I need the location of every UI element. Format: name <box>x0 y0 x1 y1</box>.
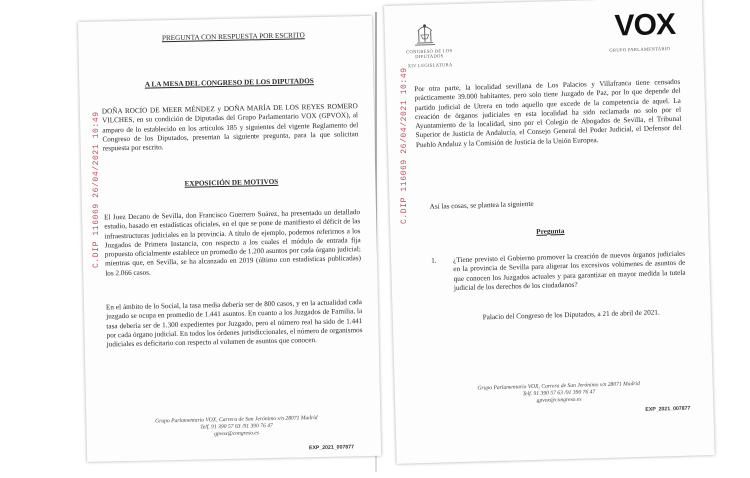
expedient-code-right: EXP_2021_007877 <box>645 405 691 413</box>
footer-line-3: gpvox@congreso.es <box>214 430 260 438</box>
footer-line-1: Grupo Parlamentario VOX, Carrera de San Jerónimo s/n 28071 Madrid <box>155 415 318 425</box>
transition-text: Así las cosas, se plantea la siguiente <box>429 199 534 211</box>
legislature-label: XIV LEGISLATURA <box>407 62 453 69</box>
expedient-code: EXP_2021_007877 <box>308 444 355 452</box>
footer-line-3: gpvox@congreso.es <box>536 396 582 404</box>
question-number: 1. <box>431 256 437 265</box>
registry-stamp-right: C.DIP 116069 26/04/2021 10:49 <box>400 67 409 224</box>
section-title: EXPOSICIÓN DE MOTIVOS <box>184 177 279 188</box>
document-page-left <box>78 16 381 462</box>
document-page-right <box>384 0 715 464</box>
addressee-heading: A LA MESA DEL CONGRESO DE LOS DIPUTADOS <box>144 77 314 89</box>
congress-crest-icon <box>410 20 439 47</box>
footer-address-right <box>439 380 679 408</box>
document-heading: PREGUNTA CON RESPUESTA POR ESCRITO <box>161 31 305 43</box>
vox-logo: VOX <box>614 7 676 43</box>
footer-line-1: Grupo Parlamentario VOX, Carrera de San Jerónimo s/n 28071 Madrid <box>477 381 640 392</box>
intro-paragraph: DOÑA ROCÍO DE MEER MÉNDEZ y DOÑA MARÍA DE LOS REYES ROMERO VILCHES, en su condición de Diputadas del Grupo Parlamentario VOX (GPVOX), al amparo de lo establecido en los artículos 185 y siguientes del vigente Reglamento del Congreso de los Diputados, presentan la siguiente pregunta, para la que solicitan respuesta por escrito. <box>101 102 359 153</box>
footer-line-2: Telf. 91 390 57 63 /91 390 76 47 <box>200 423 273 431</box>
paragraph-3: Por otra parte, la localidad sevillana de Los Palacios y Villafranca tiene censados prácticamente 39.000 habitantes, pero solo tiene Juzgado de Paz, por lo que depende del partido judicial de Utrera en todo aquello que excede de la competencia de aquel. La creación de órganos judiciales en esta localidad ha sido reclamada no solo por el Ayuntamiento de la localidad, sino por el Colegio de Abogados de Sevilla, el Tribunal Superior de Justicia de Andalucía, el Consejo General del Poder Judicial, el Defensor del Pueblo Andaluz y la Comisión de Justicia de la Unión Europea. <box>414 77 682 149</box>
question-text: ¿Tiene previsto el Gobierno promover la creación de nuevos órganos judiciales en la provincia de Sevilla para aligerar los excesivos volúmenes de asuntos de que conocen los Juzgados actuales y para garantizar en mayor medida la tutela judicial de los derechos de los ciudadanos? <box>453 249 686 293</box>
crest-caption: CONGRESO DE LOS DIPUTADOS <box>406 48 453 60</box>
registry-stamp-left: C.DIP 116069 26/04/2021 10:49 <box>92 111 101 268</box>
vox-logo-caption: GRUPO PARLAMENTARIO <box>609 46 671 53</box>
paragraph-1: El Juez Decano de Sevilla, don Francisco Guerrero Suárez, ha presentado un detallado estudio, basado en estadísticas oficiales, en el que se pone de manifiesto el déficit de las infraestructuras judiciales en la provincia. A título de ejemplo, podemos referirnos a los Juzgados de Primera Instancia, con respecto a los cuales el módulo de entrada fija propuesto oficialmente establece un promedio de 1.200 asuntos por cada órgano judicial; mientras que, en Sevilla, se ha alcanzado en 2019 (último con estadísticas publicadas) los 2.066 casos. <box>104 208 362 278</box>
footer-address <box>116 414 356 440</box>
signoff-text: Palacio del Congreso de los Diputados, a 21 de abril de 2021. <box>482 308 660 322</box>
question-title: Pregunta <box>536 227 565 236</box>
footer-line-2: Telf. 91 390 57 63 /91 390 76 47 <box>522 389 596 398</box>
paragraph-2: En el ámbito de lo Social, la tasa media debería ser de 800 casos, y en la actualidad cada juzgado se ocupa en promedio de 1.441 asuntos. En cuanto a los Juzgados de Familia, la tasa debería ser de 1.300 expedientes por Juzgado, pero el número real ha sido de 1.441 por cada órgano judicial. En todos los órdenes jurisdiccionales, el número de organismos judiciales es deficitario con respecto al volumen de asuntos que conocen. <box>105 298 363 349</box>
